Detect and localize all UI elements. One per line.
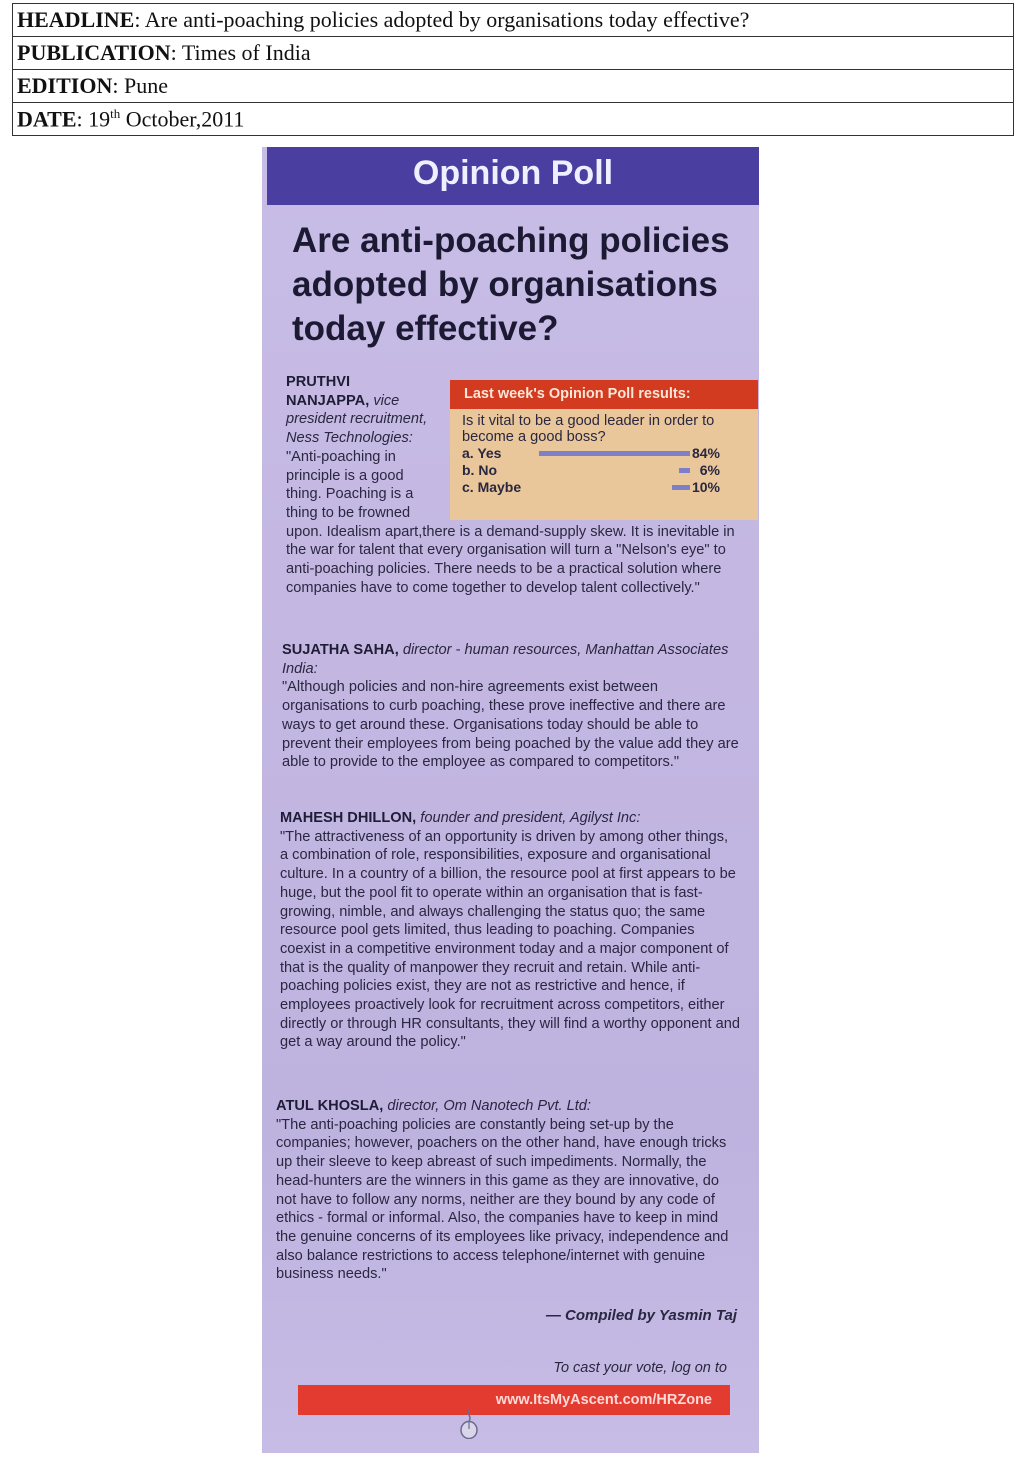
- opinion-speaker-name: SUJATHA SAHA,: [282, 642, 399, 658]
- compiled-by-credit: — Compiled by Yasmin Taj: [545, 1307, 737, 1324]
- opinion-speaker-name: ATUL KHOSLA,: [276, 1098, 384, 1114]
- opinion-quote: "The anti-poaching policies are constantly being set-up by the companies; however, poachers on the other hand, have enough tricks up their sleeve to keep abreast of such impediments. Normally, the head-hunters are the winners in this game as they are innovative, do not have to follow any norms, neither are they bound by any code of ethics - formal or informal. Also, the companies have to keep in mind the genuine concerns of its employees like privacy, independence and also balance restrictions to access telephone/internet with genuine business needs.": [276, 1116, 729, 1283]
- newspaper-clipping: [262, 147, 759, 1453]
- meta-headline-value: Are anti-poaching policies adopted by organisations today effective?: [144, 7, 750, 32]
- vote-url-link[interactable]: www.ItsMyAscent.com/HRZone: [298, 1385, 730, 1415]
- poll-results-question: Is it vital to be a good leader in order to become a good boss?: [462, 413, 715, 445]
- poll-option-label: c. Maybe: [462, 479, 522, 495]
- meta-headline-label: HEADLINE: [17, 7, 135, 32]
- meta-publication-label: PUBLICATION: [17, 40, 171, 65]
- meta-row-publication: PUBLICATION: Times of India: [13, 37, 1014, 70]
- opinion-speaker-name: PRUTHVI NANJAPPA,: [286, 374, 370, 409]
- article-headline: Are anti-poaching policies adopted by organisations today effective?: [292, 221, 730, 348]
- opinion-speaker-role: founder and president, Agilyst Inc:: [420, 810, 641, 826]
- poll-option-label: b. No: [462, 462, 497, 478]
- meta-edition-label: EDITION: [17, 73, 113, 98]
- cast-vote-text: To cast your vote, log on to: [553, 1360, 727, 1376]
- opinion-poll-banner: Opinion Poll: [267, 147, 759, 205]
- opinion-speaker-role: director, Om Nanotech Pvt. Ltd:: [387, 1098, 591, 1114]
- meta-row-headline: HEADLINE: Are anti-poaching policies adopted by organisations today effective?: [13, 4, 1014, 37]
- opinion-pruthvi-nanjappa: [286, 373, 748, 597]
- opinion-quote: "The attractiveness of an opportunity is driven by among other things, a combination of role, responsibilities, exposure and organisational culture. In a country of a billion, the resource pool at first appears to be huge, but the pool fit to operate within an organisation that is fast-growing, nimble, and always challenging the status quo; the same resource pool gets limited, thus leading to poaching. Companies coexist in a competitive environment today and a major component of that is the quality of manpower they recruit and retain. While anti-poaching policies exist, they are not as restrictive and hence, if employees proactively look for recruitment across competitors, either directly or through HR consultants, they will find a worthy opponent and get a way around the policy.": [280, 828, 740, 1051]
- opinion-speaker-role: vice president recruitment, Ness Technologies:: [286, 392, 428, 447]
- meta-row-edition: EDITION: Pune: [13, 70, 1014, 103]
- meta-date-label: DATE: [17, 106, 77, 132]
- poll-option-percent: 10%: [691, 479, 720, 495]
- opinion-quote: "Although policies and non-hire agreements exist between organisations to curb poaching, these prove ineffective and there are ways to get around these. Organisations today should be able to prevent their employees from being poached by the value add they are able to provide to the employee as compared to competitors.": [282, 679, 739, 771]
- poll-option-percent: 6%: [699, 462, 720, 478]
- opinion-speaker-name: MAHESH DHILLON,: [280, 810, 417, 826]
- meta-date-suffix: th: [110, 105, 121, 121]
- opinion-speaker-role: director - human resources, Manhattan Associates India:: [282, 642, 729, 677]
- meta-date-rest: October,2011: [125, 106, 245, 132]
- opinion-atul-khosla: [276, 1097, 738, 1284]
- poll-results-title: Last week's Opinion Poll results:: [450, 380, 758, 409]
- opinion-mahesh-dhillon: [280, 809, 740, 1052]
- opinion-quote: "Anti-poaching in principle is a good thing. Poaching is a thing to be frowned upon. Idealism apart,there is a demand-supply skew. It is inevitable in the war for talent that every organisation will turn a "Nelson's eye" to anti-poaching policies. There needs to be a practical solution where companies have to come together to develop talent collectively.": [286, 448, 735, 596]
- computer-mouse-icon: [458, 1409, 480, 1439]
- meta-row-date: DATE: 19th October,2011: [13, 103, 1014, 136]
- poll-option-label: a. Yes: [462, 445, 502, 461]
- clipping-metadata-table: [12, 3, 1014, 136]
- meta-publication-value: Times of India: [181, 40, 311, 65]
- meta-date-day: 19: [88, 106, 111, 132]
- meta-edition-value: Pune: [123, 73, 168, 98]
- results-box-spacer: [436, 373, 748, 521]
- opinion-sujatha-saha: [282, 641, 742, 772]
- poll-option-percent: 84%: [691, 445, 720, 461]
